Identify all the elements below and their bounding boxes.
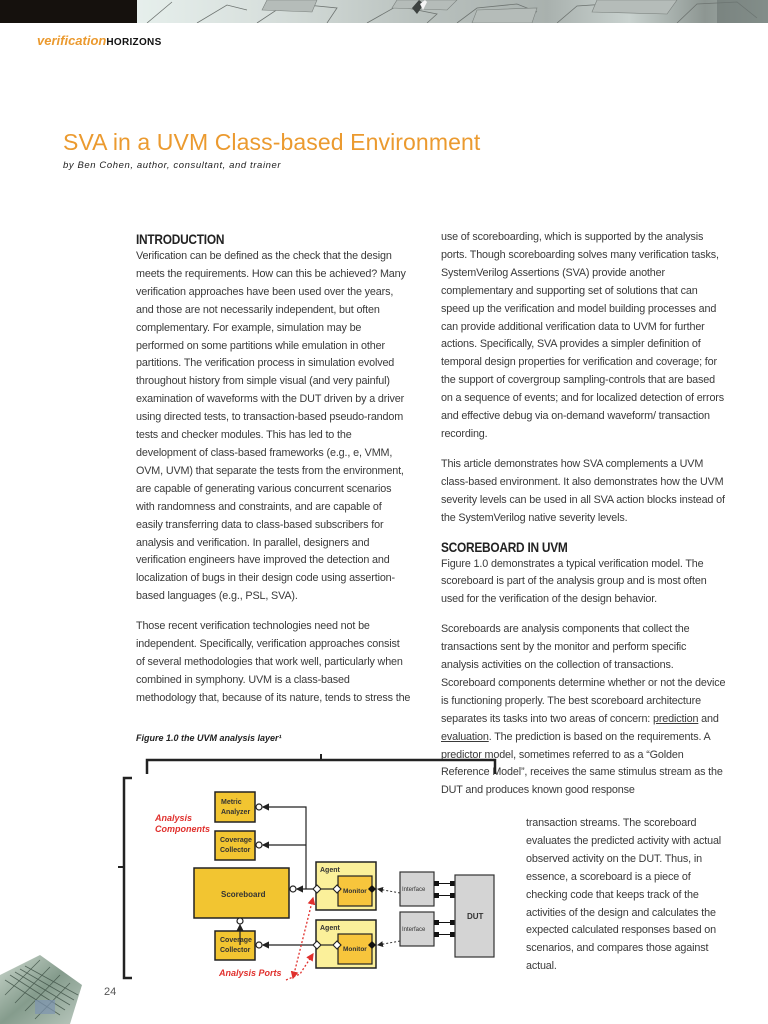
uvm-analysis-layer-diagram xyxy=(110,748,520,984)
svg-text:Interface: Interface xyxy=(402,927,426,933)
svg-text:Coverage: Coverage xyxy=(220,837,252,844)
masthead-verification: verification xyxy=(37,33,107,48)
svg-text:Analysis Ports: Analysis Ports xyxy=(219,968,282,978)
header-banner xyxy=(0,0,768,23)
banner-black-block xyxy=(0,0,137,23)
page-number: 24 xyxy=(104,986,117,998)
svg-text:DUT: DUT xyxy=(467,912,484,921)
term-evaluation: evaluation xyxy=(441,730,489,743)
svg-text:Analysis: Analysis xyxy=(155,813,193,823)
svg-text:Analyzer: Analyzer xyxy=(221,809,251,816)
right-paragraph-2: This article demonstrates how SVA complements a UVM class-based environment. It also demonstrates how the UVM severity levels can be used in all SVA action blocks instead of the SystemVerilog native severity levels. xyxy=(441,457,725,524)
section-heading-scoreboard: SCOREBOARD IN UVM xyxy=(441,538,568,555)
masthead-horizons: HORIZONS xyxy=(106,37,162,48)
term-prediction: prediction xyxy=(653,712,699,725)
svg-text:Metric: Metric xyxy=(221,799,242,806)
intro-paragraph-1: Verification can be defined as the check that the design meets the requirements. How can this be achieved? Many verification approaches have been used over the years, and those are not necessarily independent, but often complementary. For example, simulation may be performed on some partitions while emulation in other partitions. The verification process in simulation evolved throughout history from simple visual (and very painful) examination of waveforms with the DUT driven by a driver using directed tests, to transaction-based pseudo-random tests and checker modules. This has led to the development of class-based frameworks (e.g., e, VMM, OVM, UVM) that separate the tests from the environment, are capable of generating various concurrent scenarios with randomness and constraints, and are capable of easily transferring data to class-based subscribers for analysis and verification. In parallel, designers and verification engineers have improved the detection and localization of bugs in their design code using assertion-based languages (e.g., PSL, SVA). xyxy=(136,250,406,603)
svg-text:Monitor: Monitor xyxy=(343,888,367,895)
svg-text:Agent: Agent xyxy=(320,867,340,874)
svg-text:Monitor: Monitor xyxy=(343,946,367,953)
scoreboard-paragraph-1: Figure 1.0 demonstrates a typical verification model. The scoreboard is part of the analysis group and is most often used for the verification of the design behavior. xyxy=(441,557,707,606)
scoreboard-paragraph-2: Scoreboards are analysis components that collect the transactions sent by the monitor and perform specific analysis activities on the collection of transactions. Scoreboard components determine whether or not the device is functioning properly. The best scoreboard architecture separates its tasks into two areas of concern: prediction and evaluation. The prediction is based on the requirements. A predictor model, sometimes referred to as a “Golden Reference Model”, receives the same stimulus stream as the DUT and produces known good response xyxy=(441,623,726,797)
corner-chip-image xyxy=(0,945,82,1024)
article-byline: by Ben Cohen, author, consultant, and trainer xyxy=(63,160,282,171)
svg-text:Collector: Collector xyxy=(220,847,251,854)
figure-caption: Figure 1.0 the UVM analysis layer¹ xyxy=(136,733,282,743)
masthead-logo xyxy=(37,34,162,50)
svg-text:Coverage: Coverage xyxy=(220,937,252,944)
left-column xyxy=(136,230,411,708)
article-title: SVA in a UVM Class-based Environment xyxy=(63,129,481,155)
scoreboard-paragraph-continued: transaction streams. The scoreboard evaluates the predicted activity with actual observed activity on the DUT. Thus, in essence, a scoreboard is a piece of checking code that keeps track of the activities of the design and calculates the expected calculated responses based on scenarios, and compares those against actual. xyxy=(526,817,722,973)
svg-text:Collector: Collector xyxy=(220,947,251,954)
svg-text:Interface: Interface xyxy=(402,887,426,893)
right-column xyxy=(441,229,726,800)
svg-text:Components: Components xyxy=(155,824,210,834)
section-heading-introduction: INTRODUCTION xyxy=(136,231,225,247)
svg-text:Agent: Agent xyxy=(320,925,340,932)
banner-circuit-image xyxy=(137,0,768,23)
right-paragraph-1: use of scoreboarding, which is supported by the analysis ports. Though scoreboarding solves many verification tasks, SystemVerilog Assertions (SVA) provide another complementary and supporting set of solutions that can speed up the verification and model building processes and can provide additional verification data to UVM for further actions. Specifically, SVA provides a simpler definition of temporal design properties for verification and coverage; for the support of covergroup sampling-controls that are based on a sequence of events; and for localized detection of errors and effective debug via on-demand waveform/ transaction recording. xyxy=(441,231,724,440)
svg-text:Scoreboard: Scoreboard xyxy=(221,890,266,899)
intro-paragraph-2: Those recent verification technologies need not be independent. Specifically, verification approaches consist of several methodologies that work well, particularly when combined in symphony. UVM is a class-based methodology that, because of its nature, tends to stress the xyxy=(136,620,411,704)
